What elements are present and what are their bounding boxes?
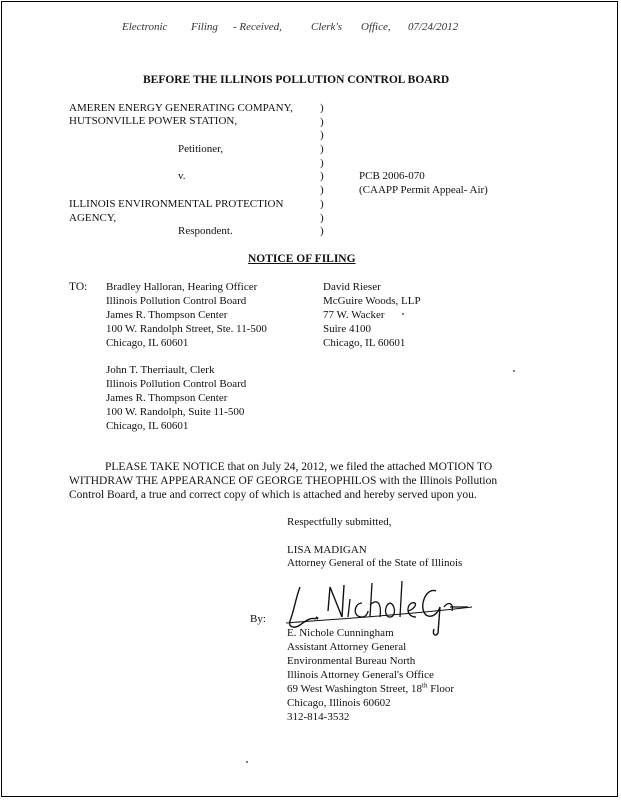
stamp-date: 07/24/2012 bbox=[408, 21, 459, 33]
document-heading: BEFORE THE ILLINOIS POLLUTION CONTROL BOARD bbox=[143, 74, 450, 86]
office-name: Illinois Attorney General's Office bbox=[287, 669, 434, 681]
caption-paren: ) bbox=[320, 225, 324, 237]
recipient-rieser bbox=[323, 280, 421, 350]
stamp-filing: Filing bbox=[191, 21, 218, 33]
attorney-general-title: Attorney General of the State of Illinois bbox=[287, 557, 463, 569]
address-line: John T. Therriault, Clerk bbox=[106, 364, 215, 376]
caption-paren: ) bbox=[320, 184, 324, 196]
caption-paren: ) bbox=[320, 116, 324, 128]
body-text-part1: PLEASE TAKE NOTICE that on July 24, 2012, we filed the attached bbox=[105, 461, 429, 473]
address-line: Illinois Pollution Control Board bbox=[106, 378, 247, 390]
address-line: David Rieser bbox=[323, 281, 381, 293]
address-line: Chicago, IL 60601 bbox=[323, 337, 406, 349]
respectfully-submitted: Respectfully submitted, bbox=[287, 516, 392, 528]
recipient-halloran bbox=[106, 280, 267, 350]
scan-speck bbox=[513, 370, 515, 372]
signatory-title: Assistant Attorney General bbox=[287, 641, 407, 653]
address-line: Bradley Halloran, Hearing Officer bbox=[106, 281, 258, 293]
attorney-general-name: LISA MADIGAN bbox=[287, 544, 367, 556]
caption-paren: ) bbox=[320, 212, 324, 224]
address-line: Chicago, IL 60601 bbox=[106, 420, 189, 432]
address-line: McGuire Woods, LLP bbox=[323, 295, 421, 307]
address-line: Suire 4100 bbox=[323, 323, 371, 335]
address-line: 100 W. Randolph, Suite 11-500 bbox=[106, 406, 245, 418]
street-address: 69 West Washington Street, 18th Floor bbox=[287, 681, 455, 695]
by-label: By: bbox=[250, 613, 266, 625]
scan-speck bbox=[246, 761, 248, 763]
petitioner-name-line1: AMEREN ENERGY GENERATING COMPANY, bbox=[69, 102, 293, 114]
city-state-zip: Chicago, Illinois 60602 bbox=[287, 697, 391, 709]
respondent-name-line1: ILLINOIS ENVIRONMENTAL PROTECTION bbox=[69, 198, 284, 210]
stamp-electronic: Electronic bbox=[122, 21, 168, 33]
versus: v. bbox=[178, 170, 186, 182]
address-line: James R. Thompson Center bbox=[106, 392, 228, 404]
petitioner-role: Petitioner, bbox=[178, 143, 224, 155]
address-line: Illinois Pollution Control Board bbox=[106, 295, 247, 307]
to-label: TO: bbox=[69, 281, 88, 293]
address-line: Chicago, IL 60601 bbox=[106, 337, 189, 349]
caption-paren: ) bbox=[320, 198, 324, 210]
petitioner-name-line2: HUTSONVILLE POWER STATION, bbox=[69, 115, 238, 127]
body-text-part2: with the Illinois Pollution Control Board, a true and correct copy of which is attached and hereby served upon you. bbox=[69, 475, 498, 501]
stamp-office: Office, bbox=[361, 21, 391, 33]
stamp-clerks: Clerk's bbox=[311, 21, 343, 33]
case-type: (CAAPP Permit Appeal- Air) bbox=[359, 184, 488, 196]
bureau: Environmental Bureau North bbox=[287, 655, 416, 667]
case-number: PCB 2006-070 bbox=[359, 170, 425, 182]
caption-paren: ) bbox=[320, 102, 324, 114]
respondent-role: Respondent. bbox=[178, 225, 233, 237]
address-line: James R. Thompson Center bbox=[106, 309, 228, 321]
motion-title: MOTION TO WITHDRAW THE APPEARANCE OF GEORGE THEOPHILOS bbox=[69, 461, 493, 487]
caption-paren: ) bbox=[320, 129, 324, 141]
address-line: 100 W. Randolph Street, Ste. 11-500 bbox=[106, 323, 267, 335]
caption-paren: ) bbox=[320, 143, 324, 155]
signatory-name: E. Nichole Cunningham bbox=[287, 627, 394, 639]
respondent-name-line2: AGENCY, bbox=[69, 212, 117, 224]
address-line: 77 W. Wacker bbox=[323, 309, 385, 321]
caption-paren: ) bbox=[320, 157, 324, 169]
scan-speck bbox=[402, 313, 404, 315]
notice-paragraph bbox=[69, 460, 529, 502]
notice-title: NOTICE OF FILING bbox=[248, 253, 356, 265]
phone-number: 312-814-3532 bbox=[287, 711, 350, 723]
caption-paren: ) bbox=[320, 170, 324, 182]
recipient-therriault bbox=[106, 363, 246, 433]
stamp-received: - Received, bbox=[233, 21, 282, 33]
